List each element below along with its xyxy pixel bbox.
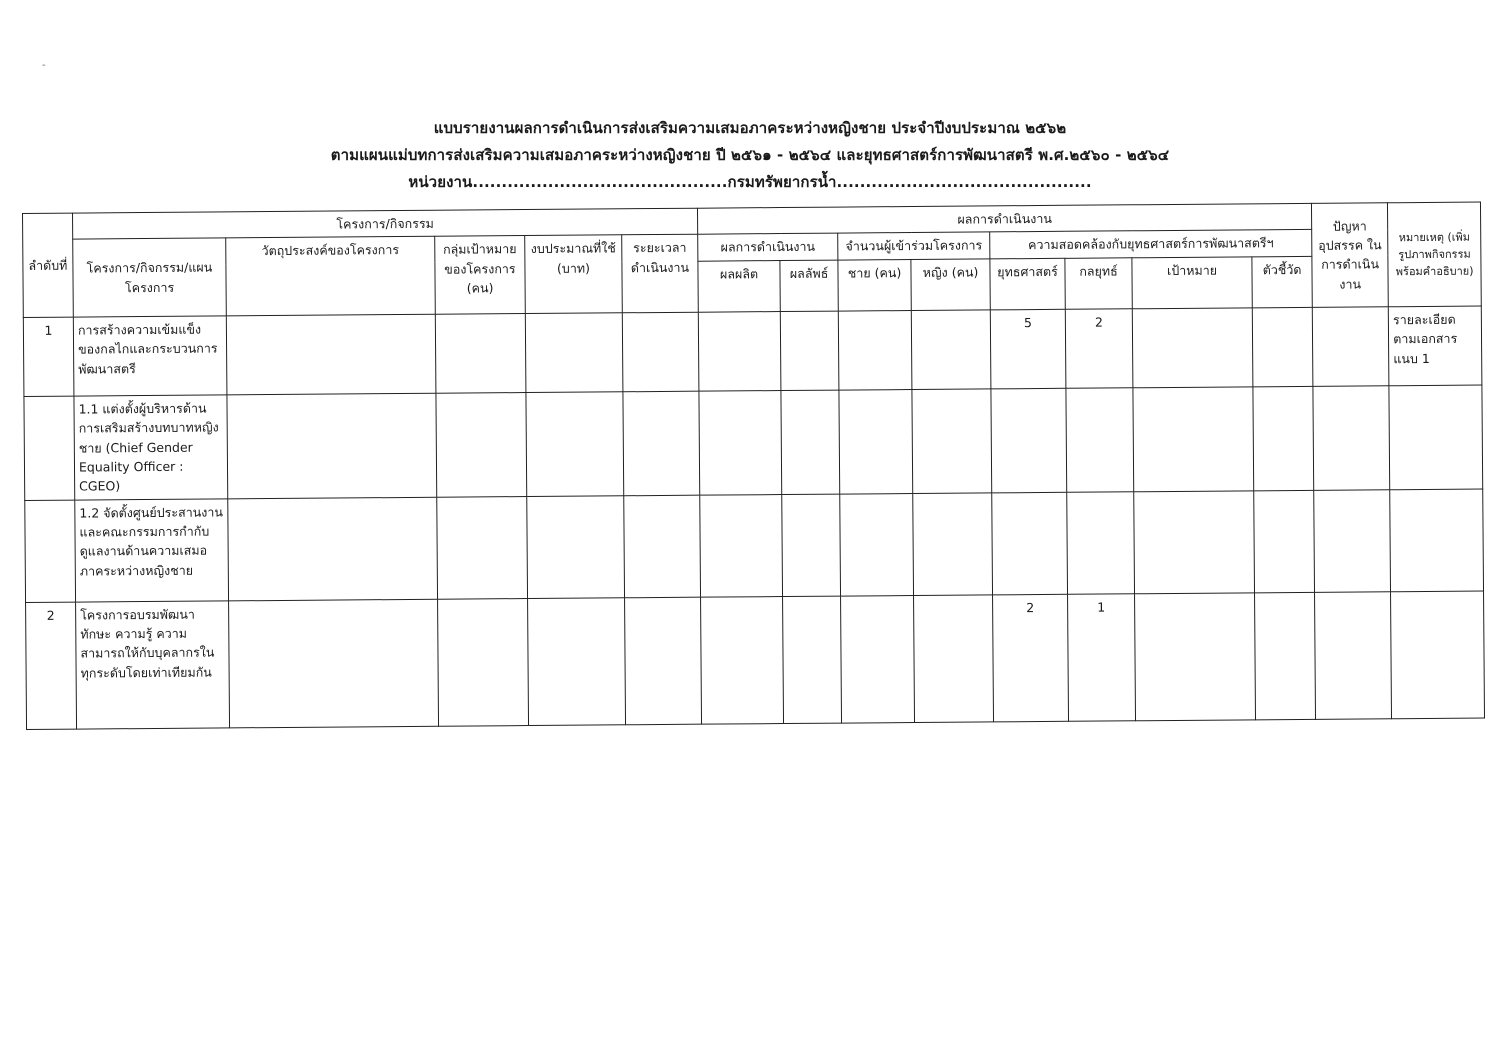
- cell-goal: [1135, 592, 1256, 720]
- cell-male: [840, 493, 914, 596]
- cell-strategy: [992, 492, 1068, 595]
- cell-problems: [1315, 591, 1392, 719]
- agency-line: หน่วยงาน............................................กรมทรัพยากรน้ำ............................................: [408, 173, 1092, 191]
- col-project-header: โครงการ/กิจกรรม/แผนโครงการ: [73, 238, 227, 317]
- col-strategy-header: ยุทธศาสตร์: [990, 258, 1065, 310]
- group-header-project: โครงการ/กิจกรรม: [73, 208, 698, 239]
- report-subtitle: ตามแผนแม่บทการส่งเสริมความเสมอภาคระหว่างหญิงชาย ปี ๒๕๖๑ - ๒๕๖๔ และยุทธศาสตร์การพัฒนาสตรี พ.ศ.๒๕๖๐ - ๒๕๖๔: [330, 146, 1170, 164]
- cell-outcome: [782, 494, 841, 596]
- cell-objective: [226, 314, 436, 395]
- cell-outcome: [781, 390, 840, 494]
- cell-strategy: 2: [993, 594, 1069, 722]
- cell-budget: [526, 392, 624, 497]
- cell-strategy: 5: [990, 309, 1066, 389]
- col-problems-header: ปัญหา อุปสรรค ในการดำเนินงาน: [1312, 203, 1389, 307]
- cell-seq: 2: [26, 602, 77, 729]
- cell-output: [700, 494, 783, 597]
- table-row: [24, 385, 1483, 500]
- table-row: [25, 489, 1484, 602]
- cell-female: [912, 389, 992, 493]
- cell-problems: [1314, 489, 1391, 592]
- cell-indicator: [1255, 592, 1316, 719]
- cell-objective: [228, 497, 438, 601]
- cell-goal: [1132, 308, 1253, 388]
- cell-problems: [1312, 307, 1389, 387]
- col-remarks-header: หมายเหตุ (เพิ่มรูปภาพกิจกรรม พร้อมคำอธิบาย): [1388, 202, 1482, 306]
- cell-target: [436, 392, 527, 497]
- col-seq-header: ลำดับที่: [23, 213, 74, 317]
- cell-goal: [1133, 387, 1254, 492]
- cell-remarks: รายละเอียดตามเอกสารแนบ 1: [1388, 306, 1482, 386]
- col-output-header: ผลผลิต: [698, 260, 780, 312]
- col-male-header: ชาย (คน): [838, 259, 911, 311]
- cell-seq: [24, 396, 75, 500]
- col-indicator-header: ตัวชี้วัด: [1252, 256, 1312, 307]
- report-table-wrapper: [22, 202, 1484, 730]
- cell-output: [701, 596, 784, 724]
- subgroup-header-performance: ผลการดำเนินงาน: [698, 233, 838, 260]
- table-row: [26, 591, 1485, 729]
- cell-output: [698, 311, 781, 391]
- cell-objective: [229, 599, 439, 728]
- col-objective-header: วัตถุประสงค์ของโครงการ: [226, 237, 436, 316]
- subgroup-header-strategy: ความสอดคล้องกับยุทธศาสตร์การพัฒนาสตรีฯ: [990, 230, 1312, 259]
- cell-output: [699, 390, 782, 495]
- cell-target: [437, 496, 528, 599]
- col-goal-header: เป้าหมาย: [1132, 257, 1252, 309]
- cell-target: [435, 313, 526, 393]
- cell-male: [839, 389, 913, 493]
- cell-female: [914, 595, 994, 723]
- cell-project: โครงการอบรมพัฒนาทักษะ ความรู้ ความสามารถให้กับบุคลากรในทุกระดับโดยเท่าเทียมกัน: [76, 601, 230, 729]
- cell-tactic: 1: [1068, 593, 1136, 721]
- cell-tactic: [1067, 491, 1135, 594]
- col-target-header: กลุ่มเป้าหมายของโครงการ (คน): [435, 236, 526, 314]
- cell-project: การสร้างความเข้มแข็งของกลไกและกระบวนการพัฒนาสตรี: [73, 316, 227, 396]
- cell-indicator: [1254, 490, 1315, 592]
- cell-duration: [625, 597, 702, 725]
- cell-seq: [25, 500, 76, 602]
- cell-seq: 1: [23, 317, 74, 396]
- cell-budget: [528, 597, 626, 725]
- col-duration-header: ระยะเวลาดำเนินงาน: [622, 235, 699, 313]
- subgroup-header-participants: จำนวนผู้เข้าร่วมโครงการ: [838, 232, 990, 260]
- cell-goal: [1134, 490, 1255, 593]
- cell-indicator: [1253, 386, 1314, 490]
- table-row: [23, 306, 1482, 396]
- report-table: [22, 202, 1485, 730]
- cell-outcome: [783, 596, 842, 723]
- cell-indicator: [1252, 307, 1313, 386]
- cell-tactic: 2: [1065, 309, 1133, 389]
- cell-duration: [622, 312, 699, 392]
- cell-budget: [527, 495, 625, 598]
- group-header-results: ผลการดำเนินงาน: [698, 203, 1312, 234]
- cell-objective: [227, 393, 437, 499]
- cell-duration: [623, 391, 700, 495]
- cell-remarks: [1389, 385, 1483, 490]
- cell-remarks: [1391, 591, 1485, 719]
- cell-project: 1.2 จัดตั้งศูนย์ประสานงานและคณะกรรมการกำกับดูแลงานด้านความเสมอภาคระหว่างหญิงชาย: [75, 499, 229, 602]
- col-tactic-header: กลยุทธ์: [1065, 258, 1132, 310]
- cell-problems: [1313, 386, 1390, 490]
- report-title: แบบรายงานผลการดำเนินการส่งเสริมความเสมอภาคระหว่างหญิงชาย ประจำปีงบประมาณ ๒๕๖๒: [433, 119, 1067, 137]
- cell-male: [838, 310, 912, 390]
- cell-target: [438, 598, 529, 726]
- cell-remarks: [1390, 489, 1484, 592]
- cell-tactic: [1066, 388, 1134, 492]
- cell-duration: [624, 495, 701, 598]
- col-budget-header: งบประมาณที่ใช้ (บาท): [525, 235, 623, 313]
- cell-project: 1.1 แต่งตั้งผู้บริหารด้านการเสริมสร้างบทบาทหญิงชาย (Chief Gender Equality Officer : CGEO): [74, 395, 228, 500]
- cell-strategy: [991, 388, 1067, 492]
- scan-speck: -: [42, 60, 46, 71]
- cell-outcome: [780, 311, 839, 390]
- cell-male: [841, 595, 915, 723]
- cell-female: [913, 493, 993, 596]
- col-outcome-header: ผลลัพธ์: [780, 260, 838, 311]
- cell-budget: [525, 313, 623, 393]
- col-female-header: หญิง (คน): [911, 259, 990, 311]
- cell-female: [911, 310, 991, 390]
